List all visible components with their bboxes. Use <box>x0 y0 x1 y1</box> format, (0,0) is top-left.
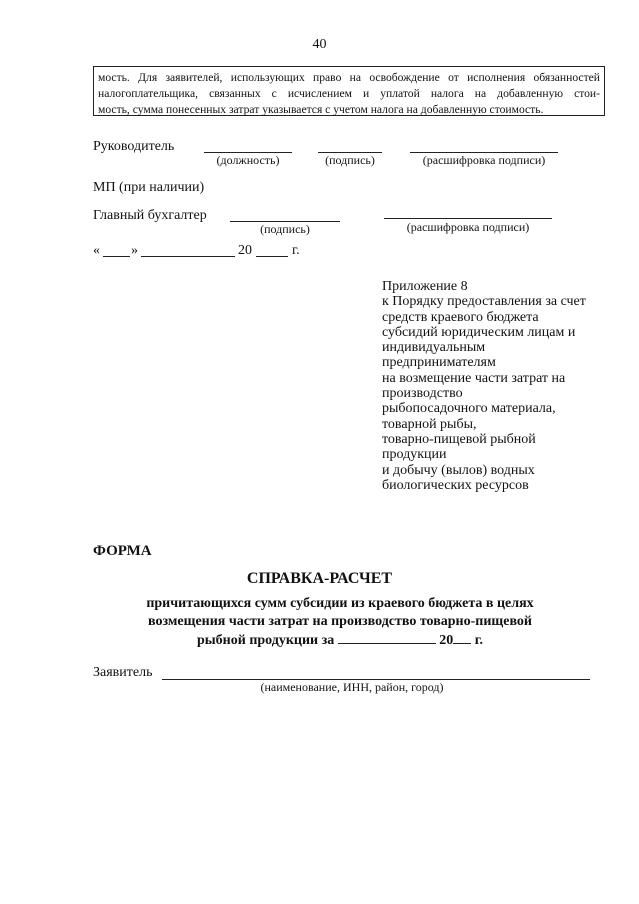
document-subtitle <box>120 595 560 650</box>
appendix-line: и добычу (вылов) водных <box>382 462 535 478</box>
date-year-line[interactable] <box>256 256 288 257</box>
appendix-line: индивидуальным <box>382 340 486 356</box>
date-open-quote: « <box>93 243 100 258</box>
appendix-line: товарной рыбы, <box>382 416 477 432</box>
date-year-suffix: г. <box>292 243 300 258</box>
footnote-line: мость, сумма понесенных затрат указывается с учетом налога на добавленную стоимость. <box>98 103 544 116</box>
footnote-line: налогоплательщика, связанных с исчислением и уплатой налога на добавленную стои- <box>98 87 600 100</box>
accountant-decoding-caption: (расшифровка подписи) <box>406 220 530 234</box>
appendix-line: товарно-пищевой рыбной <box>382 431 536 447</box>
date-day-line[interactable] <box>103 256 130 257</box>
applicant-label: Заявитель <box>93 665 153 680</box>
appendix-line: производство <box>382 386 463 402</box>
seal-label: МП (при наличии) <box>93 180 205 195</box>
page-number: 40 <box>312 37 327 52</box>
appendix-line: биологических ресурсов <box>382 477 529 493</box>
appendix-line: на возмещение части затрат на <box>382 370 566 386</box>
date-close-quote: » <box>131 243 138 258</box>
appendix-line: продукции <box>382 447 447 463</box>
accountant-decoding-line[interactable] <box>384 218 552 219</box>
subtitle-line: причитающихся сумм субсидии из краевого бюджета в целях <box>146 596 534 611</box>
accountant-signature-caption: (подпись) <box>260 222 310 236</box>
forma-label: ФОРМА <box>93 543 152 559</box>
subtitle-line-period <box>120 631 560 650</box>
appendix-line: рыбопосадочного материала, <box>382 401 556 417</box>
period-year-prefix: 20 <box>439 633 454 648</box>
accountant-label: Главный бухгалтер <box>93 208 207 223</box>
period-prefix: рыбной продукции за <box>196 633 335 648</box>
appendix-line: средств краевого бюджета <box>382 309 539 325</box>
appendix-line: предпринимателям <box>382 355 496 371</box>
date-month-line[interactable] <box>141 256 235 257</box>
footnote-box <box>93 66 605 116</box>
footnote-line: мость. Для заявителей, использующих право на освобождение от исполнения обязанностей <box>98 71 600 84</box>
period-year-blank[interactable] <box>453 631 471 644</box>
decoding-caption: (расшифровка подписи) <box>422 153 546 167</box>
head-label: Руководитель <box>93 139 175 154</box>
period-year-suffix: г. <box>474 633 484 648</box>
applicant-caption: (наименование, ИНН, район, город) <box>260 680 444 694</box>
signature-caption: (подпись) <box>325 153 375 167</box>
period-blank[interactable] <box>338 631 436 644</box>
subtitle-line: возмещения части затрат на производство товарно-пищевой <box>148 614 532 629</box>
document-title: СПРАВКА-РАСЧЕТ <box>246 570 393 587</box>
appendix-line: к Порядку предоставления за счет <box>382 294 586 310</box>
appendix-block <box>382 279 622 493</box>
position-caption: (должность) <box>216 153 280 167</box>
appendix-line: субсидий юридическим лицам и <box>382 324 576 340</box>
date-year-prefix: 20 <box>238 243 252 258</box>
appendix-line: Приложение 8 <box>382 279 468 294</box>
